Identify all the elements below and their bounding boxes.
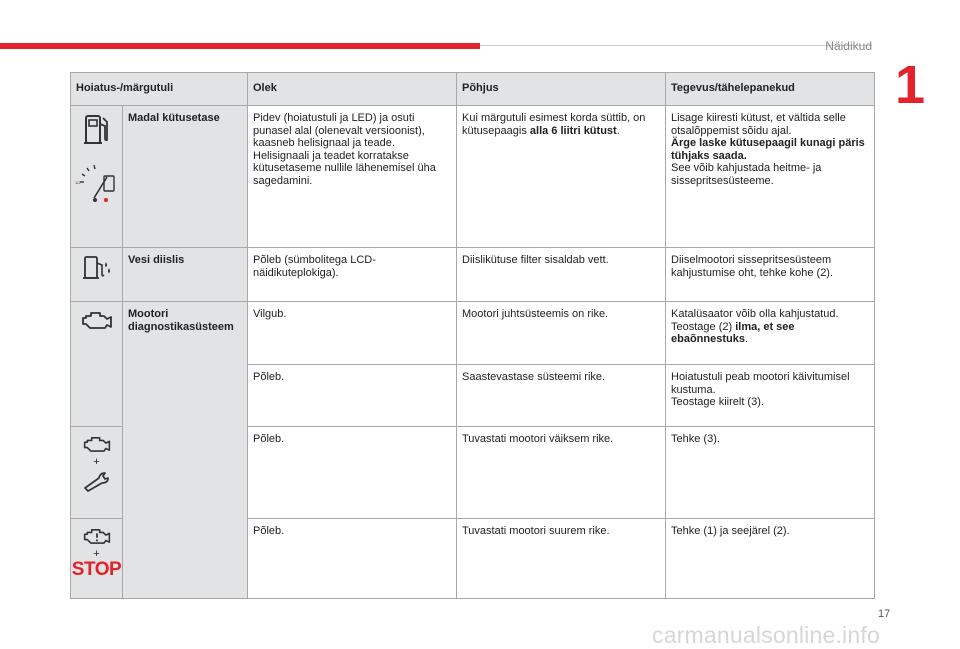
cause-end: . <box>616 124 620 137</box>
icon-cell <box>71 106 123 248</box>
table-row <box>71 106 875 248</box>
section-title: Näidikud <box>825 39 872 53</box>
chapter-number: 1 <box>895 55 926 115</box>
action-cell <box>666 106 875 248</box>
wrench-icon <box>82 470 112 492</box>
icon-cell <box>71 302 123 427</box>
header-rule <box>480 45 872 46</box>
action-end: . <box>744 333 749 345</box>
action-text-2: See võib kahjustada heitme- ja sissepritsesüsteeme. <box>671 162 822 187</box>
table-row <box>71 302 875 365</box>
state-cell: Põleb. <box>248 427 457 519</box>
cause-cell: Mootori juhtsüsteemis on rike. <box>457 302 666 365</box>
action-cell <box>666 302 875 365</box>
plus-sign: + <box>93 548 100 560</box>
action-cell: Hoiatustuli peab mootori käivitumisel kustuma. Teostage kiirelt (3). <box>666 365 875 427</box>
cause-cell: Tuvastati mootori väiksem rike. <box>457 427 666 519</box>
cause-text: Kui märgutuli esimest korda süttib, on kütusepaagis <box>462 112 646 137</box>
state-cell: Põleb (sümbolitega LCD-näidikuteplokiga). <box>248 248 457 302</box>
light-name: Madal kütusetase <box>123 106 248 248</box>
state-cell: Põleb. <box>248 365 457 427</box>
icon-cell <box>71 248 123 302</box>
warning-lights-table <box>70 72 875 599</box>
action-cell: Tehke (3). <box>666 427 875 519</box>
cause-emphasis: alla 6 liitri kütust <box>529 124 617 137</box>
state-cell: Vilgub. <box>248 302 457 365</box>
table-row <box>71 248 875 302</box>
action-emphasis: Ärge laske kütusepaagil kunagi päris tühjaks saada. <box>671 137 865 162</box>
action-cell: Diiselmootori sissepritsesüsteem kahjustumise oht, tehke kohe (2). <box>666 248 875 302</box>
column-header-state: Olek <box>248 73 457 106</box>
engine-icon <box>80 308 114 332</box>
action-text: Katalüsaator võib olla kahjustatud. Teostage (2) <box>671 308 839 333</box>
plus-sign: + <box>93 456 100 468</box>
engine-icon <box>82 433 112 455</box>
state-cell: Põleb. <box>248 519 457 599</box>
cause-cell: Saastevastase süsteemi rike. <box>457 365 666 427</box>
table-header-row <box>71 73 875 106</box>
action-emphasis: ilma, et see ebaõnnestuks <box>671 320 795 345</box>
engine-warning-icon <box>82 525 112 547</box>
cause-cell <box>457 106 666 248</box>
light-name: Mootori diagnostikasüsteem <box>123 302 248 599</box>
column-header-cause: Põhjus <box>457 73 666 106</box>
cause-cell: Tuvastati mootori suurem rike. <box>457 519 666 599</box>
water-in-diesel-icon <box>82 254 112 282</box>
action-text: Lisage kiiresti kütust, et vältida selle otsalõppemist sõidu ajal. <box>671 112 846 137</box>
cause-cell: Diislikütuse filter sisaldab vett. <box>457 248 666 302</box>
header-accent-bar <box>0 43 480 49</box>
action-cell: Tehke (1) ja seejärel (2). <box>666 519 875 599</box>
icon-cell <box>71 519 123 599</box>
page-number: 17 <box>878 608 891 620</box>
light-name: Vesi diislis <box>123 248 248 302</box>
fuel-pump-icon <box>82 112 112 148</box>
column-header-light: Hoiatus-/märgutuli <box>71 73 248 106</box>
watermark: carmanualsonline.info <box>652 622 880 648</box>
column-header-action: Tegevus/tähelepanekud <box>666 73 875 106</box>
fuel-gauge-icon <box>74 160 120 206</box>
stop-icon: STOP <box>71 559 122 580</box>
svg-text:1/2: 1/2 <box>74 180 81 185</box>
icon-cell <box>71 427 123 519</box>
state-cell: Pidev (hoiatustuli ja LED) ja osuti punasel alal (olenevalt versioonist), kaasneb helisignaal ja teade. Helisignaali ja teadet korratakse kütusetaseme nullile lähenemisel üha sagedamini. <box>248 106 457 248</box>
